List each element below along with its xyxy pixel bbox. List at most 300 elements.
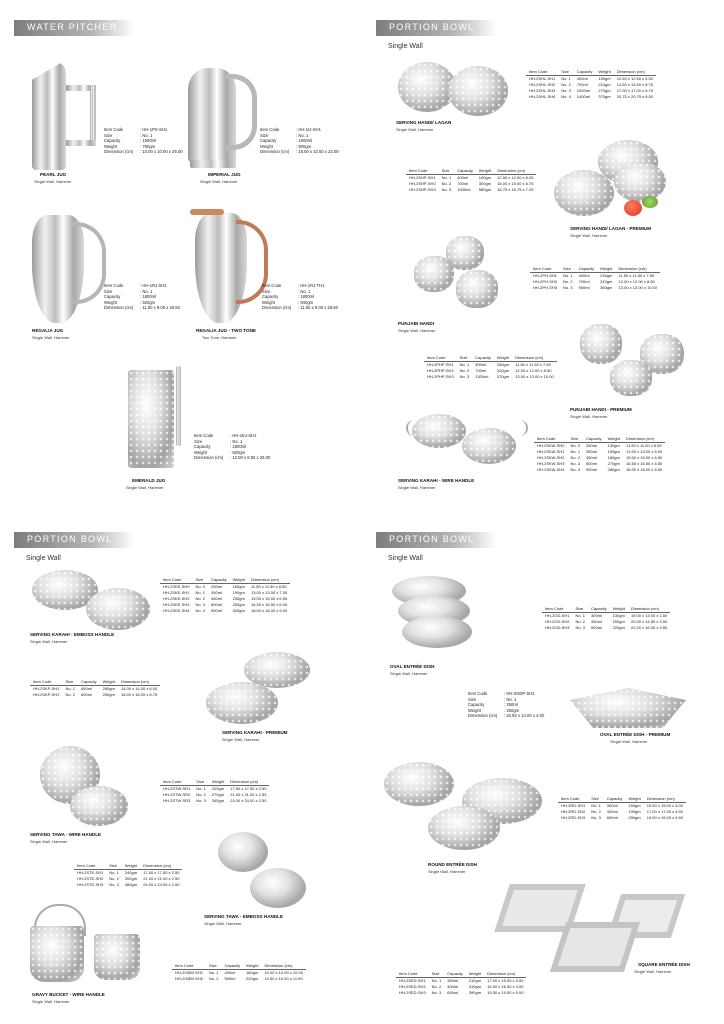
column-header: Size (62, 678, 78, 685)
column-header: Item Code (542, 605, 572, 612)
spec-value: : No. 1 (140, 289, 152, 295)
table-cell: 12.50 x 12.50 x 5.50 (616, 76, 653, 82)
table-cell: HH-2SED-SH1 (399, 978, 426, 984)
regalia-two-tone-specs (262, 283, 338, 311)
column-header: Dimension (cm) (512, 354, 556, 361)
column-header: Dimension (cm) (494, 167, 536, 174)
regalia-jug-handle (72, 222, 106, 304)
table-cell: 11.50 x 11.50 x 7.50 (515, 362, 551, 368)
square-dish-name: SQUARE ENTRÉE DISH (638, 962, 690, 967)
regalia-jug-name: REGALIA JUG (32, 328, 64, 333)
karahi-wire-finish: Single Wall, Hammer (398, 485, 436, 490)
table-cell: 350ml (211, 590, 222, 596)
table-cell: 19.00 x 19.00 x 4.50 (646, 815, 683, 821)
column-header: Weight (122, 862, 140, 869)
column-header: Capacity (208, 576, 230, 583)
column-header: Dimension (cm) (616, 265, 660, 272)
table-row (74, 876, 182, 882)
table-cell: 22.00 x 16.00 x 3.50 (630, 625, 668, 631)
table-header-row (424, 354, 557, 361)
table-row (74, 869, 182, 876)
table-cell: HH-2PH-SH3 (533, 285, 558, 291)
imperial-jug-specs (260, 127, 339, 155)
table-cell: No. 1 (459, 362, 470, 368)
table-cell: 21.00 x 21.00 x 2.50 (230, 792, 267, 798)
table-cell: 20.75 x 20.75 x 8.50 (616, 94, 653, 100)
column-header: Weight (595, 68, 613, 75)
serving-handi-lid (448, 66, 508, 116)
table-cell: 210gm (598, 82, 611, 88)
spec-key: Capacity (468, 702, 485, 708)
spec-value: : 820gm (230, 450, 245, 456)
column-header: Size (558, 68, 574, 75)
spec-value: : 22.50 x 14.00 x 4.00 (504, 713, 544, 719)
table-cell: 230gm (600, 273, 613, 279)
imperial-jug-handle (226, 74, 257, 150)
spec-value: : HH-1IJ-SH1 (296, 127, 321, 133)
table-cell: No. 2 (195, 596, 206, 602)
spec-value: : 1800ml (230, 444, 246, 450)
table-cell: No. 1 (195, 590, 206, 596)
spec-key: Size (194, 438, 203, 444)
column-header: Dimension (cm) (140, 862, 182, 869)
emerald-jug-name: EMERALD JUG (132, 478, 166, 483)
table-cell: 11.50 x 11.50 x 7.50 (618, 273, 655, 279)
pearl-jug-handle-foot (66, 140, 96, 146)
table-cell: 10.00 x 10.00 x 10.00 (264, 970, 303, 976)
table-cell: No. 2 (65, 692, 76, 698)
column-header: Weight (597, 265, 615, 272)
table-cell: HH-2PHP-SH1 (427, 362, 454, 368)
punjabi-handi-premium-finish: Single Wall, Hammer (570, 414, 608, 419)
regalia-two-tone-finish: Two Tone, Hammer (202, 335, 237, 340)
table-cell: 350ml (586, 449, 597, 455)
oval-dish-image-3 (402, 616, 472, 648)
section-title: PORTION BOWL (27, 534, 113, 544)
tawa-wire-table (160, 778, 269, 804)
column-header: Dimension (cm) (623, 435, 665, 442)
column-header: Weight (243, 962, 261, 969)
column-header: Dimension (cm) (644, 795, 686, 802)
karahi-wire-table (534, 435, 665, 473)
column-header: Capacity (222, 962, 244, 969)
table-cell: No. 1 (441, 175, 452, 181)
table-row (406, 187, 536, 193)
tawa-wire-name: SERVING TAWA - WIRE HANDLE (30, 832, 102, 837)
table-cell: 310gm (468, 984, 482, 990)
table-cell: HH-2STW-SR1 (163, 786, 191, 792)
table-cell: 18.00 x 18.00 x 8.50 (626, 467, 663, 473)
column-header: Size (106, 862, 122, 869)
section-subtitle: Single Wall (388, 555, 423, 562)
table-cell: 320gm (232, 608, 245, 614)
karahi-emboss-table (160, 576, 290, 614)
spec-value: : 1500ml (140, 138, 156, 144)
table-cell: HH-2STW-SR3 (163, 798, 191, 804)
section-header (14, 20, 134, 36)
imperial-jug-name: IMPERIAL JUG (208, 172, 241, 177)
punjabi-handi-image-3 (456, 270, 498, 308)
herb-garnish (642, 196, 658, 208)
table-cell: 13.00 x 13.00 x 10.00 (515, 374, 554, 380)
table-header-row (74, 862, 182, 869)
table-cell: HH-2STE-SH2 (77, 876, 104, 882)
table-cell: No. 0 (570, 443, 581, 449)
table-cell: No. 2 (196, 792, 206, 798)
pearl-jug-image (32, 60, 66, 170)
square-dish-image-3 (550, 922, 640, 972)
pearl-jug-specs (104, 127, 183, 155)
spec-value: : HH-1RJ-TH1 (298, 283, 325, 289)
tomato-garnish (624, 200, 642, 216)
table-cell: HH-2SHL-SH4 (529, 94, 556, 100)
table-cell: No. 3 (561, 88, 571, 94)
section-header (376, 532, 496, 548)
table-cell: 16.75 x 16.75 x 7.25 (497, 187, 534, 193)
table-row (526, 94, 656, 100)
pearl-jug-name: PEARL JUG (40, 172, 67, 177)
table-cell: HH-2SKE-SH0 (163, 584, 190, 590)
table-cell: No. 2 (109, 876, 119, 882)
table-cell: 13.00 x 13.00 x 7.00 (250, 590, 288, 596)
table-cell: 220gm (211, 786, 225, 792)
table-cell: No. 3 (196, 798, 206, 804)
table-cell: 450ml (211, 596, 222, 602)
table-cell: 130gm (612, 613, 625, 619)
tawa-emboss-finish: Single Wall, Hammer (204, 921, 242, 926)
table-cell: 300ml (447, 978, 459, 984)
table-cell: 15.00 x 15.00 x 6.50 (250, 596, 288, 602)
table-cell: 1000ml (457, 187, 471, 193)
table-header-row (406, 167, 536, 174)
karahi-premium-finish: Single Wall, Hammer (222, 737, 260, 742)
column-header: Weight (100, 678, 118, 685)
column-header: Capacity (588, 605, 610, 612)
table-cell: 400ml (576, 76, 588, 82)
emerald-jug-specs (194, 433, 270, 461)
section-title: PORTION BOWL (389, 534, 475, 544)
spec-key: Capacity (194, 444, 211, 450)
spec-row (104, 149, 183, 155)
square-dish-table (396, 970, 526, 996)
column-header: Dimension (cm) (248, 576, 290, 583)
karahi-wire-handles (406, 420, 528, 436)
table-header-row (396, 970, 526, 977)
pearl-jug-handle-bar (90, 85, 96, 145)
table-cell: HH-2SED-SH2 (399, 984, 426, 990)
table-cell: No. 4 (195, 608, 206, 614)
column-header: Item Code (30, 678, 62, 685)
table-cell: 280gm (102, 686, 115, 692)
table-cell: HH-2PHP-SH3 (427, 374, 454, 380)
spec-row (194, 455, 270, 461)
spec-value: : 260gm (504, 708, 519, 714)
table-cell: 15.00 x 15.00 x 4.00 (646, 803, 683, 809)
spec-value: : 12.00 x 8.50 x 25.00 (230, 455, 270, 461)
spec-value: : 940gm (298, 300, 313, 306)
spec-value: : 15.50 x 10.50 x 22.00 (296, 149, 339, 155)
table-cell: No. 2 (441, 181, 452, 187)
table-cell: 250gm (232, 602, 245, 608)
table-cell: 700ml (578, 279, 590, 285)
punjabi-handi-premium-image-1 (580, 324, 622, 364)
column-header: Weight (605, 435, 623, 442)
table-cell: No. 1 (431, 978, 442, 984)
portion-bowl-section-3 (362, 512, 724, 1024)
spec-key: Weight (260, 143, 273, 149)
table-cell: 17.50 x 17.50 x 2.50 (230, 786, 267, 792)
table-cell: No. 0 (195, 584, 206, 590)
table-cell: HH-2STE-SH3 (77, 882, 104, 888)
table-cell: No. 3 (441, 187, 452, 193)
gravy-bucket-image-2 (94, 934, 140, 980)
table-cell: HH-2SHP-SH3 (409, 187, 436, 193)
table-cell: No. 3 (563, 285, 573, 291)
column-header: Capacity (78, 678, 100, 685)
spec-row (468, 713, 544, 719)
table-cell: HH-2SHL-SH2 (529, 82, 556, 88)
table-row (160, 792, 269, 798)
column-header: Weight (610, 605, 628, 612)
punjabi-handi-premium-name: PUNJABI HANDI - PREMIUM (570, 407, 632, 412)
column-header: Item Code (406, 167, 439, 174)
serving-handi-premium-name: SERVING HANDI/ LAGAN - PREMIUM (570, 226, 652, 231)
table-cell: 190gm (232, 590, 245, 596)
column-header: Weight (209, 778, 227, 785)
table-cell: HH-2SKW-SH0 (537, 443, 565, 449)
spec-value: : 11.50 x 9.00 x 26.50 (298, 305, 338, 311)
spec-key: Size (104, 288, 113, 294)
tawa-emboss-image-1 (218, 832, 268, 872)
column-header: Size (193, 778, 209, 785)
table-cell: 19.50 x 19.50 x 5.00 (487, 990, 524, 996)
spec-key: Capacity (104, 138, 121, 144)
column-header: Capacity (454, 167, 476, 174)
column-header: Dimension (cm) (261, 962, 305, 969)
table-row (558, 815, 686, 821)
column-header: Weight (625, 795, 643, 802)
table-cell: 20.00 x 14.50 x 3.50 (630, 619, 668, 625)
table-cell: HH-2SHL-SH3 (529, 88, 556, 94)
karahi-wire-name: SERVING KARAHI - WIRE HANDLE (398, 478, 475, 483)
oval-dish-premium-name: OVAL ENTRÉE DISH - PREMIUM (600, 732, 671, 737)
table-cell: 12.50 x 12.50 x 6.25 (497, 175, 534, 181)
table-cell: HH-2SKE-SH3 (163, 602, 190, 608)
table-cell: 150gm (598, 76, 611, 82)
column-header: Item Code (526, 68, 558, 75)
spec-key: Size (468, 696, 477, 702)
table-cell: 13.00 x 13.00 x 10.00 (618, 285, 658, 291)
table-cell: HH-2SKE-SH1 (163, 590, 190, 596)
table-cell: 11.50 x 11.50 x 6.50 (626, 443, 662, 449)
table-cell: HH-2STE-SH1 (77, 870, 104, 876)
column-header: Item Code (530, 265, 560, 272)
section-subtitle: Single Wall (26, 555, 61, 562)
punjabi-handi-table (530, 265, 660, 291)
karahi-premium-image-2 (206, 682, 278, 724)
table-cell: 450ml (81, 686, 92, 692)
regalia-two-tone-copper-rim (190, 209, 224, 215)
table-cell: 340gm (211, 798, 225, 804)
spec-value: : 10.00 x 10.00 x 26.00 (140, 149, 183, 155)
table-cell: 14.50 x 14.50 x 6.75 (616, 82, 653, 88)
column-header: Capacity (583, 435, 605, 442)
table-cell: HH-2SKW-SH2 (537, 455, 565, 461)
table-cell: 270gm (211, 792, 225, 798)
serving-handi-table (526, 68, 656, 100)
table-cell: 500ml (591, 625, 602, 631)
table-cell: 12.00 x 12.00 x 8.50 (515, 368, 552, 374)
table-cell: 600ml (606, 815, 618, 821)
table-cell: No. 3 (195, 602, 206, 608)
table-cell: 1000ml (576, 88, 590, 94)
table-cell: HH-2PH-SH1 (533, 273, 558, 279)
table-header-row (160, 576, 290, 583)
table-cell: 400ml (224, 970, 236, 976)
table-header-row (160, 778, 269, 785)
serving-handi-premium-table (406, 167, 536, 193)
tawa-emboss-table (74, 862, 182, 888)
tawa-emboss-name: SERVING TAWA - EMBOSS HANDLE (204, 914, 284, 919)
spec-key: Item Code (194, 433, 214, 438)
table-cell: 17.50 x 17.50 x 2.50 (143, 870, 180, 876)
table-cell: No. 3 (459, 374, 470, 380)
spec-key: Capacity (260, 138, 277, 144)
table-cell: 270gm (598, 88, 611, 94)
column-header: Weight (476, 167, 494, 174)
table-cell: 400ml (606, 809, 618, 815)
table-cell: No. 3 (570, 461, 581, 467)
table-cell: 390gm (468, 990, 482, 996)
table-cell: 220gm (246, 976, 259, 982)
table-cell: HH-2PHP-SH2 (427, 368, 454, 374)
table-row (424, 374, 557, 380)
spec-key: Weight (468, 707, 481, 713)
table-cell: HH-2OD-SH1 (545, 613, 570, 619)
table-cell: 400ml (447, 984, 459, 990)
table-cell: 180gm (607, 455, 620, 461)
spec-value: : HH-1RJ-SH1 (140, 283, 167, 289)
table-cell: No. 1 (561, 76, 571, 82)
round-dish-name: ROUND ENTRÉE DISH (428, 862, 478, 867)
table-cell: 11.50 x 11.50 x 6.50 (250, 584, 287, 590)
table-cell: 250gm (102, 692, 115, 698)
column-header: Item Code (558, 795, 588, 802)
table-cell: No. 2 (563, 279, 573, 285)
table-cell: 150gm (607, 449, 620, 455)
punjabi-handi-name: PUNJABI HANDI (398, 321, 434, 326)
imperial-jug-base (190, 160, 236, 168)
table-cell: 150gm (628, 803, 641, 809)
spec-key: Dimension (cm) (262, 305, 292, 311)
column-header: Capacity (604, 795, 626, 802)
imperial-jug-finish: Single Wall, Hammer (200, 179, 238, 184)
oval-dish-premium-image (570, 688, 686, 728)
round-dish-image-1 (384, 762, 454, 806)
column-header: Size (457, 354, 473, 361)
table-cell: 130gm (607, 443, 620, 449)
table-cell: 300gm (478, 181, 492, 187)
table-cell: 360gm (600, 285, 613, 291)
column-header: Weight (494, 354, 512, 361)
table-cell: 21.00 x 21.00 x 2.50 (143, 876, 180, 882)
oval-dish-premium-specs (468, 691, 544, 719)
table-cell: No. 1 (208, 970, 219, 976)
spec-value: : 250ml (504, 702, 518, 708)
column-header: Dimension (cm) (614, 68, 656, 75)
spec-key: Weight (104, 299, 117, 305)
table-header-row (534, 435, 665, 442)
portion-bowl-section-1 (362, 0, 724, 512)
table-cell: No. 1 (109, 870, 119, 876)
spec-key: Item Code (468, 691, 488, 696)
section-header (14, 532, 134, 548)
table-cell: No. 2 (570, 455, 581, 461)
tawa-wire-finish: Single Wall, Hammer (30, 839, 68, 844)
column-header: Capacity (574, 68, 596, 75)
table-cell: 210gm (468, 978, 482, 984)
table-cell: No. 2 (459, 368, 470, 374)
spec-value: : No. 1 (140, 133, 152, 139)
table-header-row (172, 962, 306, 969)
spec-value: : No. 1 (298, 289, 310, 295)
table-cell: 1400ml (576, 94, 590, 100)
column-header: Dimension (cm) (227, 778, 269, 785)
spec-value: : 1600ml (296, 138, 312, 144)
table-cell: 190gm (478, 175, 492, 181)
table-row (160, 785, 269, 792)
table-cell: 220gm (612, 625, 625, 631)
spec-key: Dimension (cm) (104, 149, 134, 155)
table-cell: 600ml (81, 692, 92, 698)
pearl-jug-finish: Single Wall, Hammer (34, 179, 72, 184)
spec-value: : 920gm (140, 300, 155, 306)
table-cell: No. 4 (570, 467, 581, 473)
oval-dish-finish: Single Wall, Hammer (390, 671, 428, 676)
table-row (530, 285, 660, 291)
column-header: Item Code (172, 962, 206, 969)
table-cell: 17.00 x 15.00 x 3.50 (487, 978, 524, 984)
table-cell: HH-2GBW-SH2 (175, 976, 203, 982)
spec-key: Dimension (cm) (194, 455, 224, 461)
column-header: Item Code (534, 435, 568, 442)
spec-row (104, 305, 180, 311)
round-dish-finish: Single Wall, Hammer (428, 869, 466, 874)
table-cell: No. 2 (431, 984, 442, 990)
table-cell: 310gm (496, 368, 510, 374)
spec-key: Size (262, 288, 271, 294)
gravy-bucket-name: GRAVY BUCKET - WIRE HANDLE (32, 992, 105, 997)
table-cell: 12.00 x 12.00 x 8.50 (618, 279, 655, 285)
spec-value: : HH-1EJ-SH1 (230, 433, 257, 439)
column-header: Size (568, 435, 584, 442)
column-header: Item Code (396, 970, 429, 977)
table-cell: No. 1 (196, 786, 206, 792)
spec-key: Item Code (262, 283, 282, 288)
karahi-emboss-image-2 (86, 588, 150, 630)
section-title: PORTION BOWL (389, 22, 475, 32)
emerald-jug-handle (176, 366, 181, 446)
serving-handi-premium-image-3 (614, 162, 666, 202)
spec-key: Weight (194, 449, 207, 455)
column-header: Size (560, 265, 576, 272)
table-cell: 280gm (607, 467, 620, 473)
table-header-row (558, 795, 686, 802)
water-pitcher-section (0, 0, 362, 512)
table-cell: 15.00 x 15.00 x 6.75 (497, 181, 534, 187)
table-cell: 400ml (457, 175, 469, 181)
spec-value: : No. 1 (504, 697, 516, 703)
